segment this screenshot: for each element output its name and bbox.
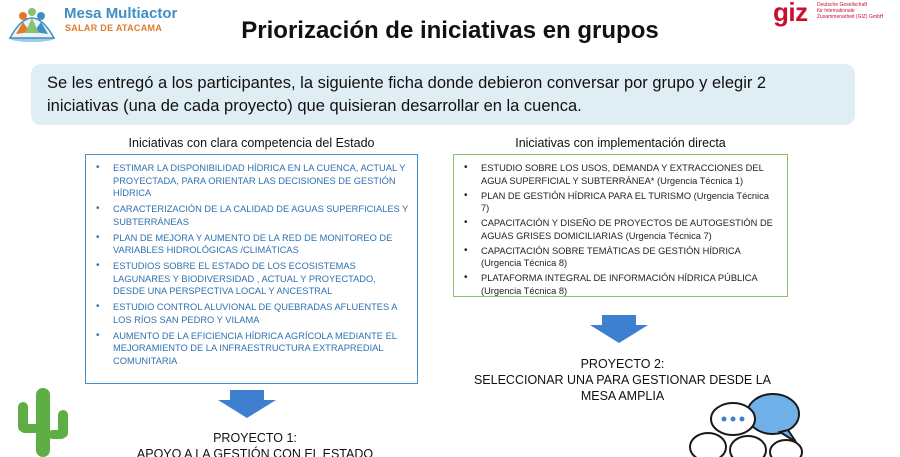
speech-bubbles-icon (688, 392, 808, 457)
direct-initiatives-list (462, 162, 779, 297)
project-1-subtitle: APOYO A LA GESTIÓN CON EL ESTADO (136, 447, 374, 457)
list-item: • CAPACITACIÓN SOBRE TEMÁTICAS DE GESTIÓN HÍDRICA (Urgencia Técnica 8) (462, 245, 779, 270)
down-arrow-icon (590, 315, 648, 343)
logo-subtitle: SALAR DE ATACAMA (65, 23, 163, 33)
right-column-heading: Iniciativas con implementación directa (515, 136, 726, 150)
giz-line-2: für Internationale (817, 8, 855, 14)
list-item: • CAPACITACIÓN Y DISEÑO DE PROYECTOS DE AUTOGESTIÓN DE AGUAS GRISES DOMICILIARIAS (Urgencia Técnica 7) (462, 217, 779, 242)
giz-line-3: Zusammenarbeit (GIZ) GmbH (817, 14, 884, 20)
project-1-title: PROYECTO 1: (213, 431, 297, 445)
state-initiatives-box (85, 154, 418, 384)
state-initiatives-list (94, 162, 409, 367)
list-item: • PLAN DE GESTIÓN HÍDRICA PARA EL TURISMO (Urgencia Técnica 7) (462, 190, 779, 215)
down-arrow-icon (218, 390, 276, 418)
project-2-line: MESA AMPLIA (580, 389, 665, 403)
intro-callout: Se les entregó a los participantes, la siguiente ficha donde debieron conversar por grupo y elegir 2 iniciativas (una de cada proyecto) que quisieran desarrollar en la cuenca. (31, 64, 855, 125)
left-column-heading: Iniciativas con clara competencia del Estado (128, 136, 375, 150)
direct-initiatives-box (453, 154, 788, 297)
list-item: • ESTUDIO CONTROL ALUVIONAL DE QUEBRADAS AFLUENTES A LOS RÍOS SAN PEDRO Y VILAMA (94, 301, 409, 326)
list-item: • ESTUDIOS SOBRE EL ESTADO DE LOS ECOSISTEMAS LAGUNARES Y BIODIVERSIDAD , ACTUAL Y PROYECTADO, DESDE UNA PERSPECTIVA LOCAL Y ANCESTRAL (94, 260, 409, 298)
list-item: • PLATAFORMA INTEGRAL DE INFORMACIÓN HÍDRICA PÚBLICA (Urgencia Técnica 8) (462, 272, 779, 297)
giz-line-1: Deutsche Gesellschaft (817, 2, 868, 8)
list-item: • AUMENTO DE LA EFICIENCIA HÍDRICA AGRÍCOLA MEDIANTE EL MEJORAMIENTO DE LA INFRAESTRUCTURA EXTRAPREDIAL COMUNITARIA (94, 330, 409, 368)
list-item: • CARACTERIZACIÓN DE LA CALIDAD DE AGUAS SUPERFICIALES Y SUBTERRÁNEAS (94, 203, 409, 228)
project-1-label (100, 430, 410, 457)
giz-wordmark: giz (773, 0, 808, 27)
list-item: • PLAN DE MEJORA Y AUMENTO DE LA RED DE MONITOREO DE VARIABLES HIDROLÓGICAS /CLIMÁTICAS (94, 232, 409, 257)
list-item: • ESTIMAR LA DISPONIBILIDAD HÍDRICA EN LA CUENCA, ACTUAL Y PROYECTADA, PARA ORIENTAR LAS DECISIONES DE GESTIÓN HÍDRICA (94, 162, 409, 200)
cactus-icon (14, 380, 74, 457)
project-2-line: SELECCIONAR UNA PARA GESTIONAR DESDE LA (473, 373, 772, 387)
project-2-title: PROYECTO 2: (580, 357, 665, 371)
list-item: • ESTUDIO SOBRE LOS USOS, DEMANDA Y EXTRACCIONES DEL AGUA SUPERFICIAL Y SUBTERRÁNEA* (Urgencia Técnica 1) (462, 162, 779, 187)
page-title: Priorización de iniciativas en grupos (241, 17, 659, 44)
logo-name: Mesa Multiactor (64, 5, 178, 22)
